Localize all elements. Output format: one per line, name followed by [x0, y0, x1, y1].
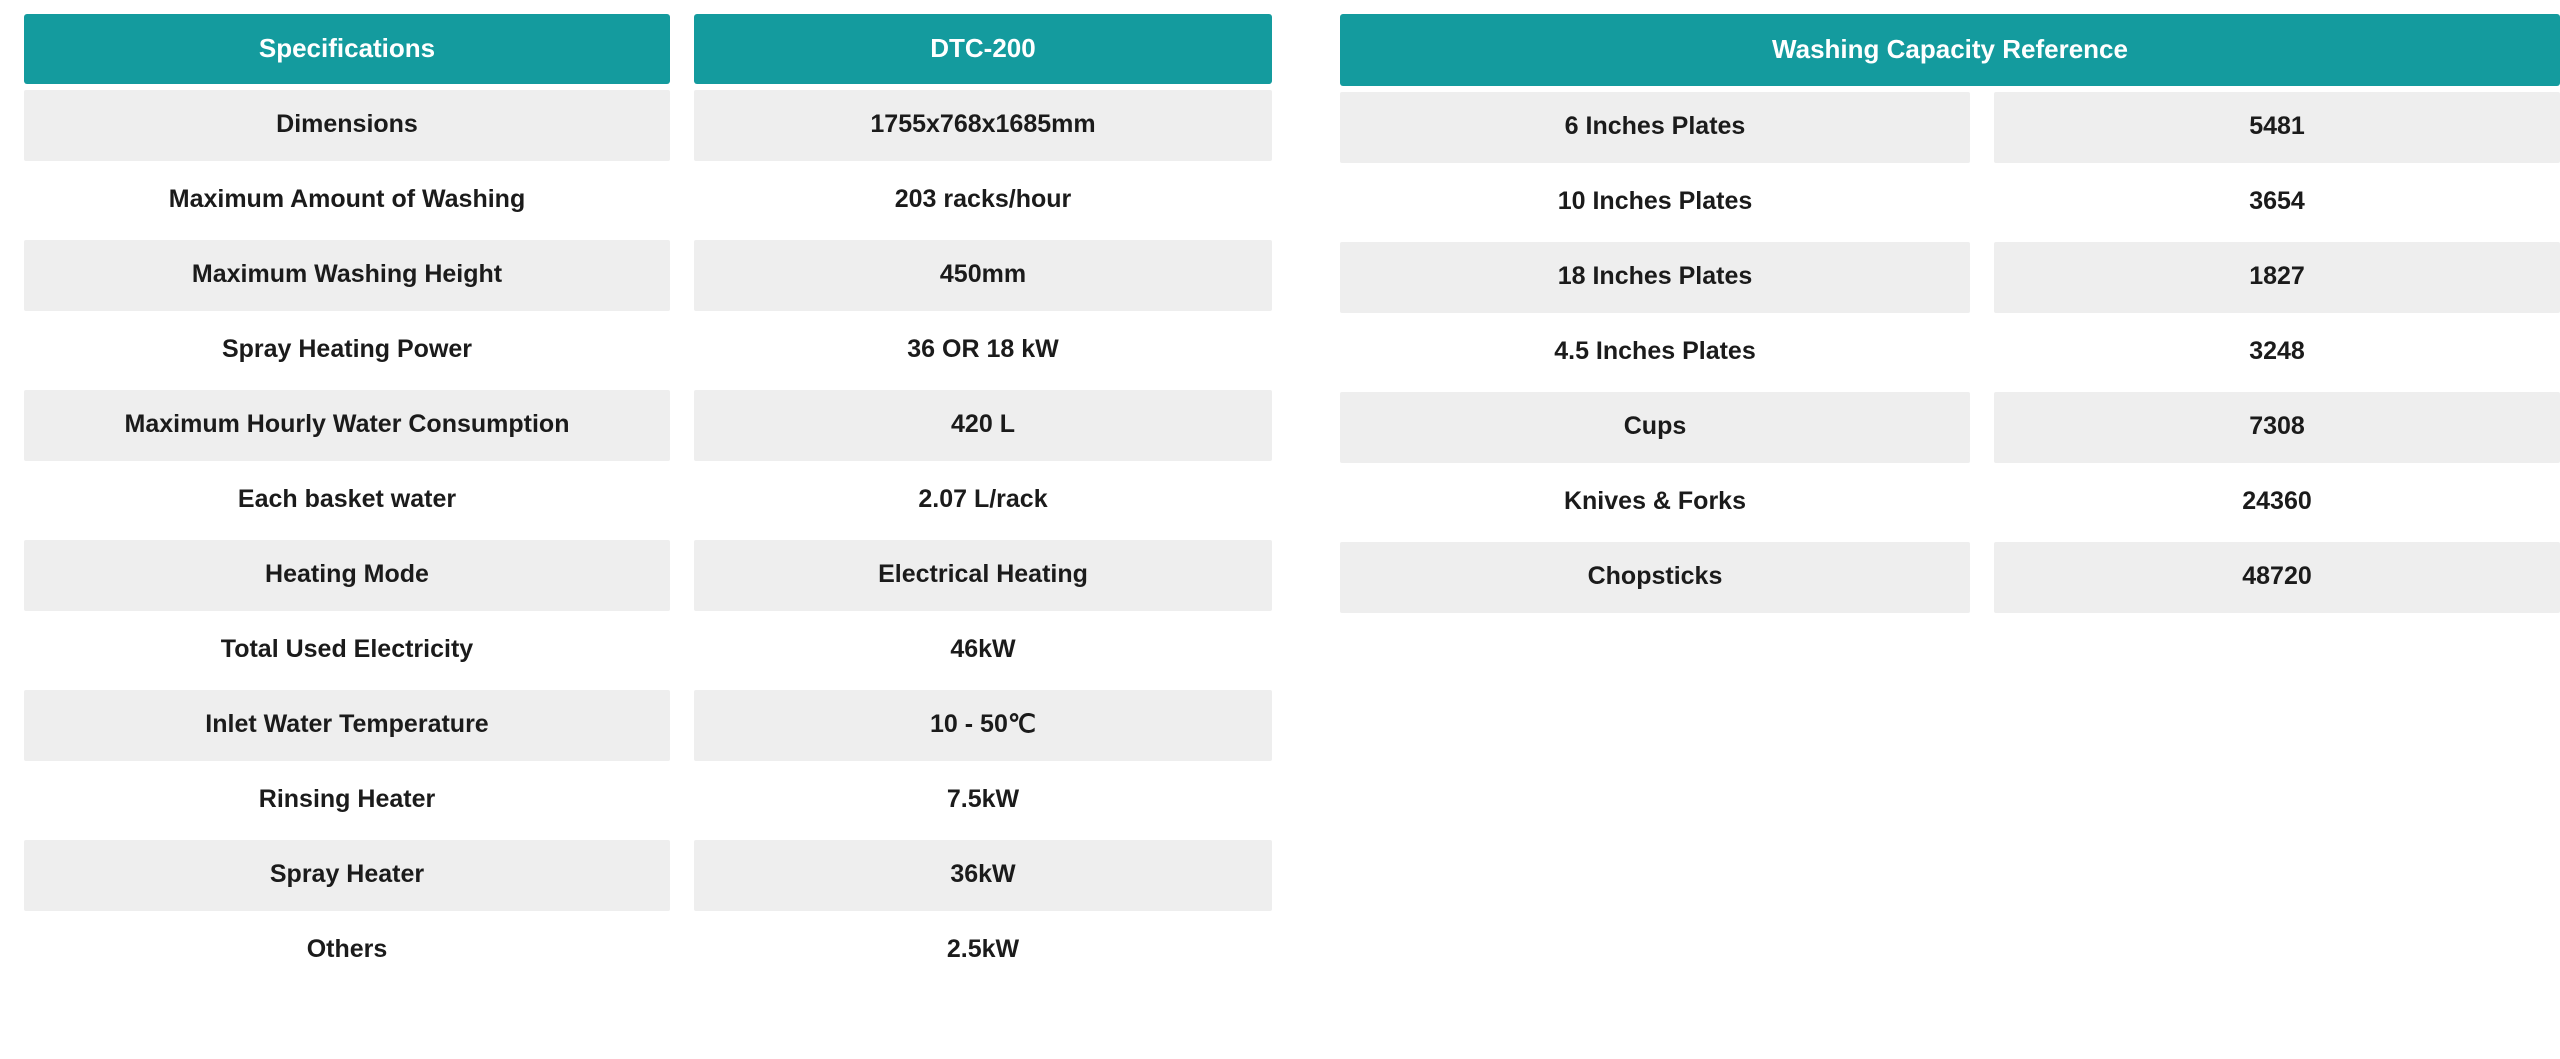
spec-label: Inlet Water Temperature — [24, 690, 670, 761]
specifications-table — [24, 14, 1278, 990]
capacity-value: 7308 — [1994, 392, 2560, 463]
spec-label: Each basket water — [237, 485, 457, 513]
spec-value: 203 racks/hour — [894, 185, 1072, 213]
spec-value: 36 OR 18 kW — [907, 335, 1059, 363]
capacity-label: Chopsticks — [1340, 542, 1970, 613]
table-row — [1340, 242, 2560, 313]
table-row — [1340, 317, 2560, 388]
capacity-value: 48720 — [1994, 542, 2560, 613]
table-row — [24, 90, 1278, 161]
spec-label: Heating Mode — [24, 540, 670, 611]
specifications-header-model: DTC-200 — [694, 14, 1272, 84]
capacity-value: 3248 — [2249, 337, 2305, 365]
spec-value: 10 - 50℃ — [694, 690, 1272, 761]
table-row — [1340, 467, 2560, 538]
washing-capacity-table — [1340, 14, 2560, 617]
spec-value: 1755x768x1685mm — [694, 90, 1272, 161]
washing-capacity-header: Washing Capacity Reference — [1340, 14, 2560, 86]
capacity-label: 10 Inches Plates — [1557, 187, 1753, 215]
table-row — [24, 240, 1278, 311]
spec-label: Maximum Amount of Washing — [168, 185, 526, 213]
table-row — [24, 390, 1278, 461]
capacity-label: 4.5 Inches Plates — [1554, 337, 1756, 365]
table-row — [24, 465, 1278, 536]
spec-label: Spray Heating Power — [221, 335, 473, 363]
capacity-value: 3654 — [2249, 187, 2305, 215]
spec-value: 450mm — [694, 240, 1272, 311]
capacity-label: 18 Inches Plates — [1340, 242, 1970, 313]
capacity-value: 5481 — [1994, 92, 2560, 163]
spec-label: Maximum Washing Height — [24, 240, 670, 311]
capacity-value: 24360 — [2242, 487, 2312, 515]
table-row — [24, 765, 1278, 836]
table-row — [1340, 392, 2560, 463]
specifications-header-row — [24, 14, 1278, 84]
table-row — [24, 915, 1278, 986]
spec-value: 36kW — [694, 840, 1272, 911]
table-row — [1340, 167, 2560, 238]
spec-value: 2.07 L/rack — [918, 485, 1048, 513]
spec-label: Dimensions — [24, 90, 670, 161]
spec-value: 46kW — [950, 635, 1016, 663]
table-row — [1340, 542, 2560, 613]
table-row — [24, 165, 1278, 236]
spec-value: 420 L — [694, 390, 1272, 461]
spec-label: Total Used Electricity — [220, 635, 474, 663]
spec-value: 2.5kW — [946, 935, 1020, 963]
table-row — [24, 615, 1278, 686]
table-row — [24, 840, 1278, 911]
table-row — [24, 690, 1278, 761]
capacity-value: 1827 — [1994, 242, 2560, 313]
capacity-label: 6 Inches Plates — [1340, 92, 1970, 163]
spec-label: Maximum Hourly Water Consumption — [24, 390, 670, 461]
specifications-header-label: Specifications — [24, 14, 670, 84]
capacity-label: Knives & Forks — [1563, 487, 1746, 515]
capacity-label: Cups — [1340, 392, 1970, 463]
spec-value: 7.5kW — [946, 785, 1020, 813]
spec-value: Electrical Heating — [694, 540, 1272, 611]
table-row — [24, 315, 1278, 386]
spec-label: Spray Heater — [24, 840, 670, 911]
spec-label: Others — [306, 935, 388, 963]
table-row — [1340, 92, 2560, 163]
spec-label: Rinsing Heater — [258, 785, 436, 813]
table-row — [24, 540, 1278, 611]
